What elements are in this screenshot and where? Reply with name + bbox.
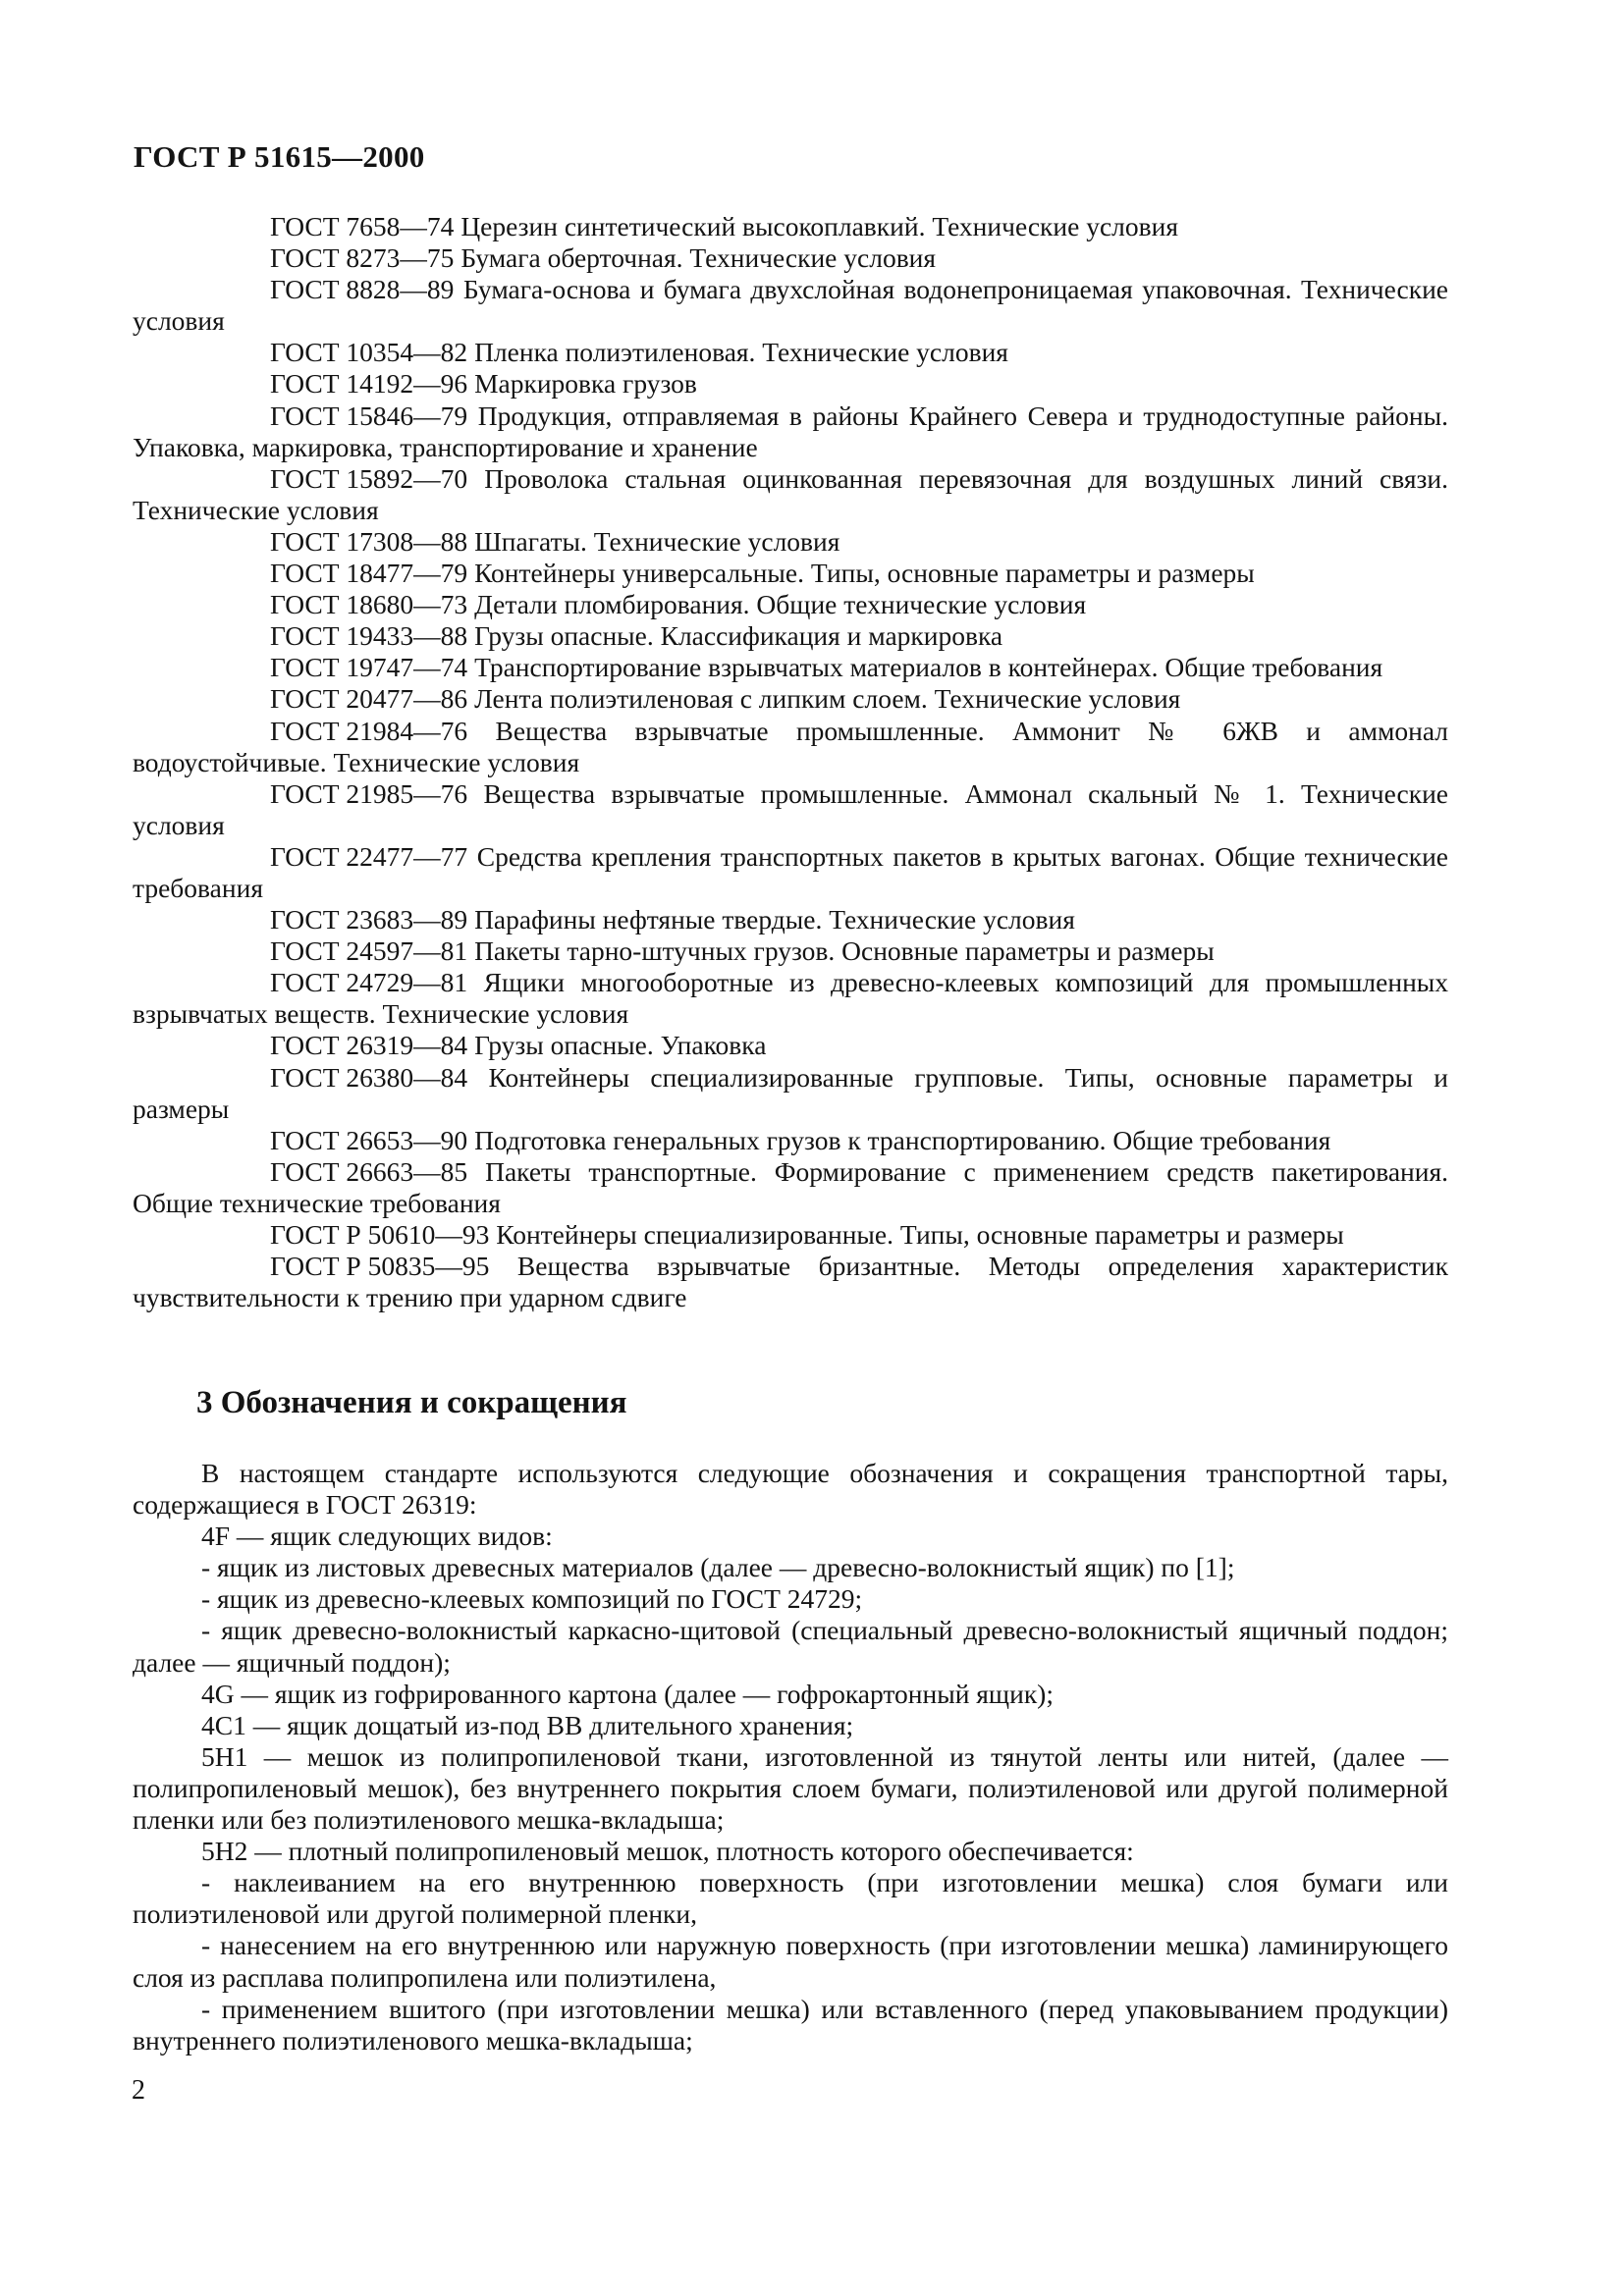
reference-code: ГОСТ 21984—76 bbox=[270, 715, 468, 746]
reference-code: ГОСТ 23683—89 bbox=[270, 904, 468, 935]
reference-entry bbox=[133, 368, 1448, 400]
reference-code: ГОСТ 7658—74 bbox=[270, 211, 455, 241]
reference-code: ГОСТ 26663—85 bbox=[270, 1155, 468, 1187]
reference-entry bbox=[133, 274, 1448, 337]
reference-entry bbox=[133, 683, 1448, 715]
reference-entry bbox=[133, 620, 1448, 652]
reference-title: Вещества взрывчатые бризантные. Методы определения характеристик чувствительности к трению при ударном сдвиге bbox=[133, 1251, 1448, 1313]
reference-title: Бумага-основа и бумага двухслойная водонепроницаемая упаковочная. Технические условия bbox=[133, 274, 1449, 337]
reference-entry bbox=[133, 463, 1448, 526]
reference-title: Шпагаты. Технические условия bbox=[474, 525, 840, 557]
section-paragraph: - ящик древесно-волокнистый каркасно-щитовой (специальный древесно-волокнистый ящичный поддон; далее — ящичный поддон); bbox=[133, 1615, 1448, 1678]
reference-entry bbox=[133, 1062, 1448, 1125]
reference-entry bbox=[133, 589, 1448, 620]
reference-entry bbox=[133, 400, 1448, 463]
reference-title: Продукция, отправляемая в районы Крайнего Севера и труднодоступные районы. Упаковка, маркировка, транспортирование и хранение bbox=[133, 400, 1449, 462]
reference-entry bbox=[133, 1030, 1448, 1061]
reference-title: Контейнеры универсальные. Типы, основные параметры и размеры bbox=[474, 558, 1255, 589]
section-paragraph: - применением вшитого (при изготовлении мешка) или вставленного (перед упаковыванием продукции) внутреннего полиэтиленового мешка-вкладыша; bbox=[133, 1993, 1448, 2056]
reference-code: ГОСТ 15846—79 bbox=[270, 400, 468, 431]
normative-references-list bbox=[133, 211, 1448, 1313]
reference-title: Пленка полиэтиленовая. Технические условия bbox=[474, 337, 1008, 368]
reference-title: Вещества взрывчатые промышленные. Аммонит № 6ЖВ и аммонал водоустойчивые. Технические условия bbox=[133, 715, 1449, 777]
reference-code: ГОСТ Р 50610—93 bbox=[270, 1219, 490, 1250]
reference-entry bbox=[133, 558, 1448, 589]
reference-title: Грузы опасные. Упаковка bbox=[474, 1030, 767, 1061]
reference-entry bbox=[133, 242, 1448, 274]
reference-title: Пакеты тарно-штучных грузов. Основные параметры и размеры bbox=[474, 935, 1215, 967]
reference-entry bbox=[133, 841, 1448, 904]
reference-title: Парафины нефтяные твердые. Технические условия bbox=[474, 904, 1075, 935]
document-header: ГОСТ Р 51615—2000 bbox=[134, 139, 425, 174]
reference-entry bbox=[133, 967, 1448, 1030]
reference-code: ГОСТ 17308—88 bbox=[270, 525, 468, 557]
reference-entry bbox=[133, 1156, 1448, 1219]
section-body bbox=[133, 1458, 1448, 2056]
reference-code: ГОСТ 8273—75 bbox=[270, 242, 455, 274]
reference-title: Детали пломбирования. Общие технические условия bbox=[474, 589, 1087, 620]
reference-title: Грузы опасные. Классификация и маркировка bbox=[474, 620, 1003, 652]
reference-code: ГОСТ 18680—73 bbox=[270, 589, 468, 620]
section-paragraph: - ящик из листовых древесных материалов (далее — древесно-волокнистый ящик) по [1]; bbox=[201, 1552, 1235, 1583]
reference-title: Проволока стальная оцинкованная перевязочная для воздушных линий связи. Технические условия bbox=[133, 462, 1448, 525]
reference-code: ГОСТ 24597—81 bbox=[270, 935, 468, 967]
reference-code: ГОСТ 18477—79 bbox=[270, 558, 468, 589]
reference-title: Средства крепления транспортных пакетов в крытых вагонах. Общие технические требования bbox=[133, 840, 1449, 903]
reference-code: ГОСТ 15892—70 bbox=[270, 462, 468, 494]
reference-code: ГОСТ 14192—96 bbox=[270, 368, 468, 400]
section-paragraph: - наклеиванием на его внутреннюю поверхность (при изготовлении мешка) слоя бумаги или полиэтиленовой или другой полимерной пленки, bbox=[133, 1867, 1448, 1930]
reference-code: ГОСТ 10354—82 bbox=[270, 337, 468, 368]
reference-code: ГОСТ 22477—77 bbox=[270, 840, 468, 872]
reference-title: Подготовка генеральных грузов к транспортированию. Общие требования bbox=[474, 1124, 1331, 1155]
reference-title: Транспортирование взрывчатых материалов в контейнерах. Общие требования bbox=[474, 652, 1383, 683]
reference-entry bbox=[133, 716, 1448, 778]
reference-title: Маркировка грузов bbox=[474, 368, 697, 400]
section-paragraph: 4C1 — ящик дощатый из-под ВВ длительного хранения; bbox=[201, 1709, 854, 1740]
section-paragraph: 4F — ящик следующих видов: bbox=[201, 1521, 553, 1552]
reference-entry bbox=[133, 1125, 1448, 1156]
section-paragraph: 5H2 — плотный полипропиленовый мешок, плотность которого обеспечивается: bbox=[201, 1836, 1134, 1867]
reference-entry bbox=[133, 211, 1448, 242]
reference-title: Бумага оберточная. Технические условия bbox=[460, 242, 937, 274]
reference-entry bbox=[133, 526, 1448, 558]
reference-title: Вещества взрывчатые промышленные. Аммонал скальный № 1. Технические условия bbox=[133, 777, 1448, 840]
section-paragraph: - нанесением на его внутреннюю или наружную поверхность (при изготовлении мешка) ламинирующего слоя из расплава полипропилена или полиэтилена, bbox=[133, 1930, 1448, 1993]
reference-title: Церезин синтетический высокоплавкий. Технические условия bbox=[460, 211, 1178, 241]
reference-entry bbox=[133, 904, 1448, 935]
section-heading: 3 Обозначения и сокращения bbox=[196, 1385, 627, 1420]
reference-title: Контейнеры специализированные групповые. Типы, основные параметры и размеры bbox=[133, 1061, 1448, 1124]
reference-title: Контейнеры специализированные. Типы, основные параметры и размеры bbox=[496, 1219, 1344, 1250]
reference-entry bbox=[133, 1251, 1448, 1313]
section-paragraph: 5H1 — мешок из полипропиленовой ткани, изготовленной из тянутой ленты или нитей, (далее — полипропиленовый мешок), без внутреннего покрытия слоем бумаги, полиэтиленовой или другой полимерной пленки или без полиэтиленового мешка-вкладыша; bbox=[133, 1740, 1448, 1836]
reference-entry bbox=[133, 1219, 1448, 1251]
reference-entry bbox=[133, 778, 1448, 841]
reference-code: ГОСТ 24729—81 bbox=[270, 967, 468, 998]
reference-title: Пакеты транспортные. Формирование с применением средств пакетирования. Общие технические требования bbox=[133, 1155, 1448, 1218]
reference-code: ГОСТ 20477—86 bbox=[270, 683, 468, 715]
section-paragraph: - ящик из древесно-клеевых композиций по ГОСТ 24729; bbox=[201, 1583, 863, 1615]
reference-code: ГОСТ 26380—84 bbox=[270, 1061, 468, 1093]
reference-code: ГОСТ 26653—90 bbox=[270, 1124, 468, 1155]
reference-code: ГОСТ 21985—76 bbox=[270, 777, 468, 809]
reference-code: ГОСТ 19433—88 bbox=[270, 620, 468, 652]
page-number: 2 bbox=[132, 2075, 145, 2106]
reference-code: ГОСТ 26319—84 bbox=[270, 1030, 468, 1061]
reference-entry bbox=[133, 935, 1448, 967]
reference-title: Ящики многооборотные из древесно-клеевых композиций для промышленных взрывчатых веществ. Технические условия bbox=[133, 967, 1449, 1030]
reference-title: Лента полиэтиленовая с липким слоем. Технические условия bbox=[474, 683, 1181, 715]
section-paragraph: 4G — ящик из гофрированного картона (далее — гофрокартонный ящик); bbox=[201, 1678, 1054, 1709]
reference-code: ГОСТ 8828—89 bbox=[270, 274, 455, 305]
reference-entry bbox=[133, 337, 1448, 368]
reference-code: ГОСТ Р 50835—95 bbox=[270, 1251, 490, 1282]
reference-entry bbox=[133, 652, 1448, 683]
section-paragraph: В настоящем стандарте используются следующие обозначения и сокращения транспортной тары, содержащиеся в ГОСТ 26319: bbox=[133, 1458, 1448, 1521]
reference-code: ГОСТ 19747—74 bbox=[270, 652, 468, 683]
